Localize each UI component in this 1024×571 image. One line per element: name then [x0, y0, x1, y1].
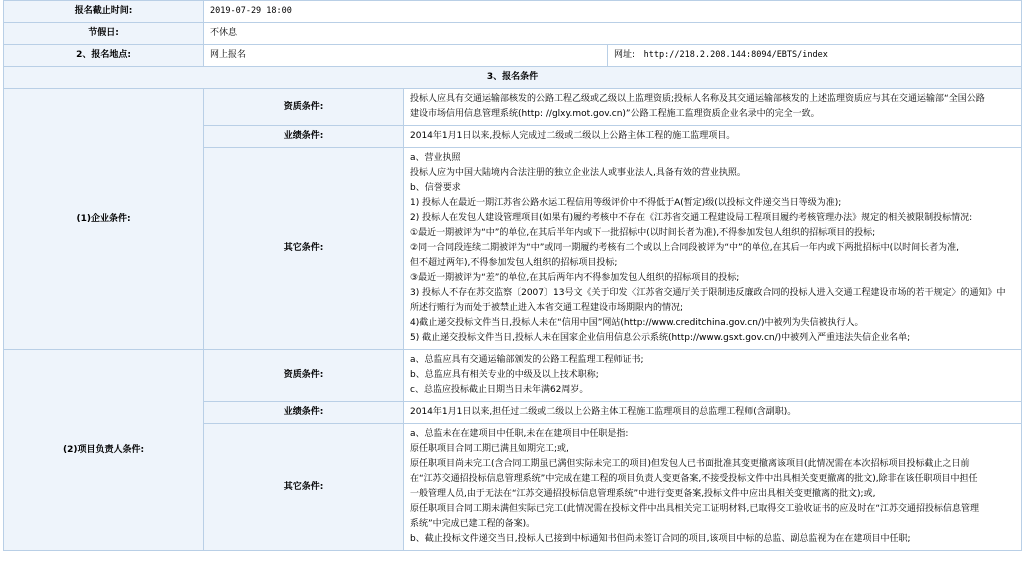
enterprise-perf-value: 2014年1月1日以来,投标人完成过二级或二级以上公路主体工程的施工监理项目。 — [404, 126, 1022, 148]
deadline-row — [4, 1, 1022, 23]
text-line: b、信誉要求 — [410, 183, 461, 193]
text-line: a、营业执照 — [410, 153, 461, 163]
tender-info-table — [3, 0, 1022, 551]
text-line: ②同一合同段连续二期被评为“中”或同一期履约考核有二个或以上合同段被评为“中”的单位,在其后一年内或下两批招标中(以时间长者为准, — [410, 243, 959, 253]
enterprise-label: (1)企业条件: — [4, 89, 204, 350]
enterprise-qual-text — [404, 89, 1022, 126]
manager-label: (2)项目负责人条件: — [4, 350, 204, 551]
text-line: 3) 投标人不存在苏交监察〔2007〕13号文《关于印发〈江苏省交通厅关于限制违反廉政合同的投标人进入交通工程建设市场的若干规定〉的通知》中 — [410, 288, 1006, 298]
enterprise-perf-label: 业绩条件: — [204, 126, 404, 148]
text-line: 系统”中完成已建工程的备案)。 — [410, 519, 536, 529]
text-line: 5) 截止递交投标文件当日,投标人未在国家企业信用信息公示系统(http://www.gsxt.gov.cn/)中被列入严重违法失信企业名单; — [410, 333, 911, 343]
text-line: ①最近一期被评为“中”的单位,在其后半年内或下一批招标中(以时间长者为准),不得参加发包人组织的招标项目的投标; — [410, 228, 876, 238]
text-line: 原任职项目合同工期未满但实际已完工(此情况需在投标文件中出具相关完工证明材料,已取得交工验收证书的应及时在“江苏交通招投标信息管理 — [410, 504, 980, 514]
text-line: 原任职项目合同工期已满且如期完工;或, — [410, 444, 569, 454]
url-label: 网址: — [614, 50, 636, 60]
text-line: a、总监应具有交通运输部颁发的公路工程监理工程师证书; — [410, 355, 644, 365]
section3-title: 3、报名条件 — [4, 67, 1022, 89]
text-line: 在“江苏交通招投标信息管理系统”中完成在建工程的项目负责人变更备案,不接受投标文件中出具相关变更撤离的批文),除非在该任职项目中担任 — [410, 474, 978, 484]
text-line: 2) 投标人在发包人建设管理项目(如果有)履约考核中不存在《江苏省交通工程建设局工程项目履约考核管理办法》规定的相关被限制投标情况: — [410, 213, 973, 223]
manager-perf-label: 业绩条件: — [204, 402, 404, 424]
manager-qual-row — [4, 350, 1022, 402]
deadline-value: 2019-07-29 18:00 — [210, 6, 292, 16]
manager-perf-value: 2014年1月1日以来,担任过二级或二级以上公路主体工程施工监理项目的总监理工程师(含副职)。 — [404, 402, 1022, 424]
holiday-row — [4, 23, 1022, 45]
text-line: a、总监未在在建项目中任职,未在在建项目中任职是指: — [410, 429, 629, 439]
enterprise-other-text — [404, 148, 1022, 350]
text-line: 所述行贿行为而处于被禁止进入本省交通工程建设市场期限内的情况; — [410, 303, 684, 313]
manager-qual-label: 资质条件: — [204, 350, 404, 402]
enterprise-other-label: 其它条件: — [204, 148, 404, 350]
enterprise-qual-label: 资质条件: — [204, 89, 404, 126]
text-line: 一般管理人员,由于无法在“江苏交通招投标信息管理系统”中进行变更备案,投标文件中应出具相关变更撤离的批文);或, — [410, 489, 876, 499]
location-label: 2、报名地点: — [4, 45, 204, 67]
text-line: b、总监应具有相关专业的中级及以上技术职称; — [410, 370, 599, 380]
holiday-label: 节假日: — [4, 23, 204, 45]
text-line: 原任职项目尚未完工(含合同工期虽已满但实际未完工的项目)但发包人已书面批准其变更撤离该项目(此情况需在本次招标项目投标截止之日前 — [410, 459, 970, 469]
text-line: 投标人应具有交通运输部核发的公路工程乙级或乙级以上监理资质;投标人名称及其交通运输部核发的上述监理资质应与其在交通运输部“全国公路 — [410, 94, 985, 104]
text-line: 1) 投标人在最近一期江苏省公路水运工程信用等级评价中不得低于A(暂定)级(以投标文件递交当日等级为准); — [410, 198, 842, 208]
manager-other-label: 其它条件: — [204, 424, 404, 551]
enterprise-qual-row — [4, 89, 1022, 126]
text-line: ③最近一期被评为“差”的单位,在其后两年内不得参加发包人组织的招标项目的投标; — [410, 273, 740, 283]
location-row — [4, 45, 1022, 67]
holiday-value: 不休息 — [204, 23, 1022, 45]
location-value: 网上报名 — [204, 45, 608, 67]
text-line: 建设市场信用信息管理系统(http: //glxy.mot.gov.cn)”公路工程施工监理资质企业名录中的完全一致。 — [410, 109, 820, 119]
text-line: 投标人应为中国大陆境内合法注册的独立企业法人或事业法人,具备有效的营业执照。 — [410, 168, 746, 178]
manager-other-text — [404, 424, 1022, 551]
section3-row — [4, 67, 1022, 89]
text-line: 但不超过两年),不得参加发包人组织的招标项目投标; — [410, 258, 618, 268]
text-line: 4)截止递交投标文件当日,投标人未在“信用中国”网站(http://www.creditchina.gov.cn/)中被列为失信被执行人。 — [410, 318, 864, 328]
text-line: b、截止投标文件递交当日,投标人已接到中标通知书但尚未签订合同的项目,该项目中标的总监、副总监视为在在建项目中任职; — [410, 534, 911, 544]
manager-qual-text — [404, 350, 1022, 402]
deadline-label: 报名截止时间: — [4, 1, 204, 23]
text-line: c、总监应投标截止日期当日未年满62周岁。 — [410, 385, 589, 395]
registration-url[interactable]: http://218.2.208.144:8094/EBTS/index — [643, 50, 828, 60]
